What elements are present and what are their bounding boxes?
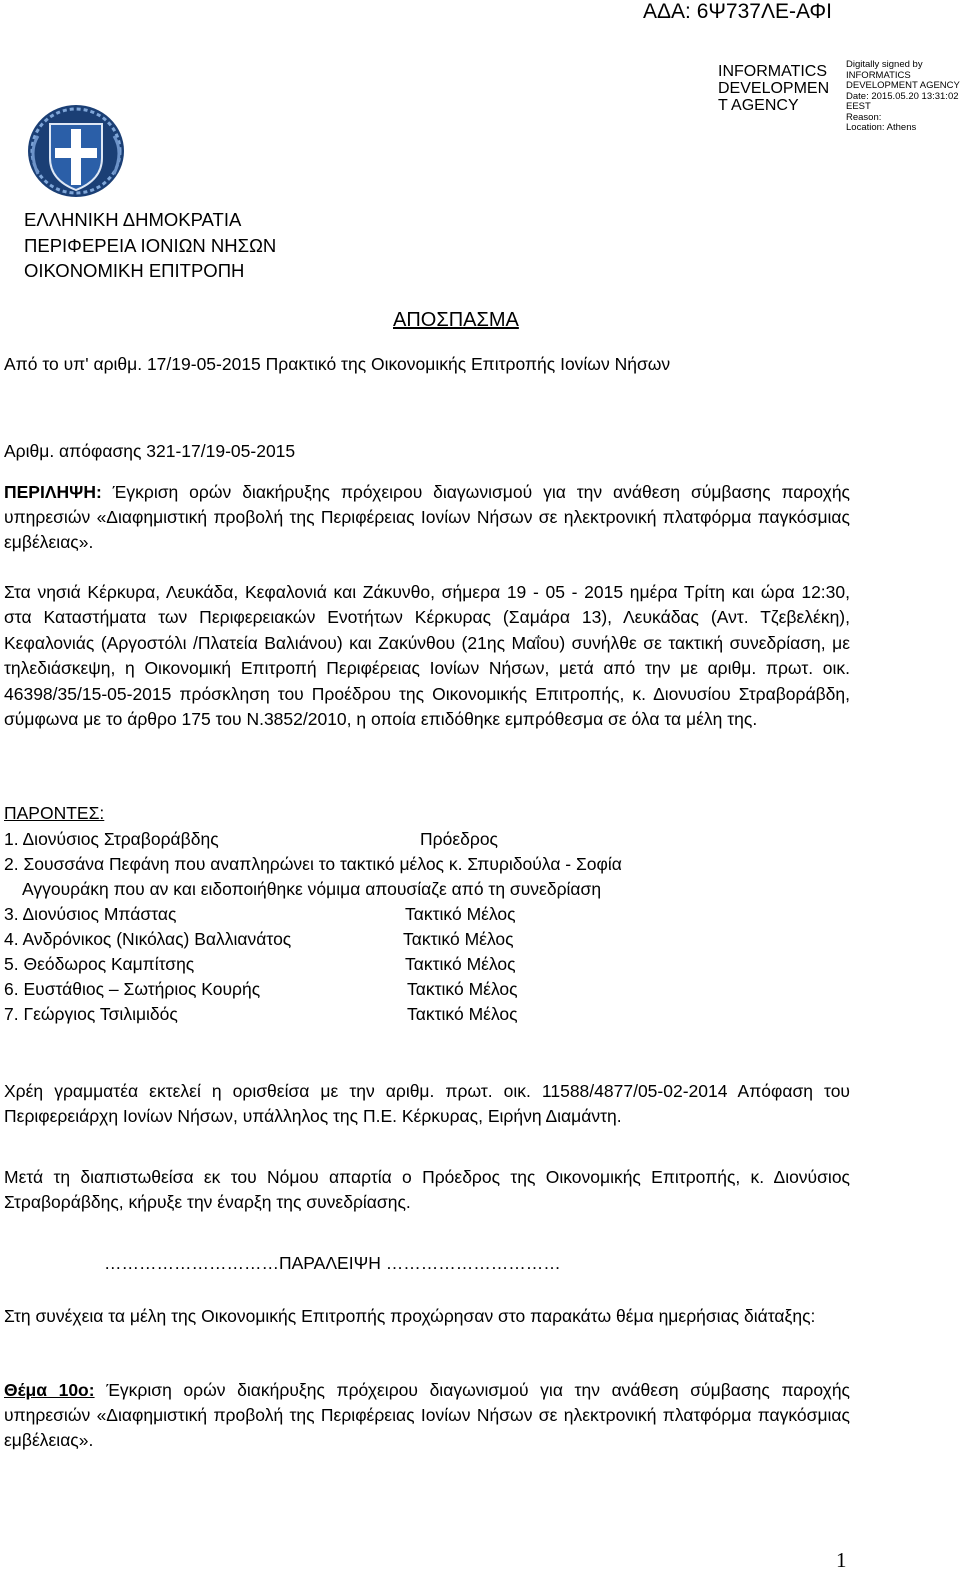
topic-paragraph xyxy=(4,1378,850,1453)
minutes-reference: Από το υπ' αριθμ. 17/19-05-2015 Πρακτικό της Οικονομικής Επιτροπής Ιονίων Νήσων xyxy=(4,354,671,374)
member-name: 2. Σουσσάνα Πεφάνη που αναπληρώνει το τακτικό μέλος κ. Σπυριδούλα - Σοφία xyxy=(4,854,622,874)
signature-meta-line: Date: 2015.05.20 13:31:02 xyxy=(846,90,959,102)
signature-org-line: T AGENCY xyxy=(718,97,799,114)
header-line: ΠΕΡΙΦΕΡΕΙΑ ΙΟΝΙΩΝ ΝΗΣΩΝ xyxy=(24,234,277,256)
member-name: 4. Ανδρόνικος (Νικόλας) Βαλλιανάτος xyxy=(4,929,292,949)
member-role: Τακτικό Μέλος xyxy=(403,929,514,949)
member-name: Αγγουράκη που αν και ειδοποιήθηκε νόμιμα απουσίαζε από τη συνεδρίαση xyxy=(22,879,602,899)
issuer-header xyxy=(24,207,276,284)
ada-code: ΑΔΑ: 6Ψ737ΛΕ-ΑΦΙ xyxy=(643,0,832,23)
document-title: ΑΠΟΣΠΑΣΜΑ xyxy=(393,309,519,331)
member-role: Τακτικό Μέλος xyxy=(405,904,516,924)
intro-paragraph: Στα νησιά Κέρκυρα, Λευκάδα, Κεφαλονιά και Ζάκυνθο, σήμερα 19 - 05 - 2015 ημέρα Τρίτη και ώρα 12:30, στα Καταστήματα των Περιφερειακών Ενοτήτων Κέρκυρας (Σαμάρα 13), Λευκάδας (Αντ. Τζεβελέκη), Κεφαλονιάς (Αργοστόλι /Πλατεία Βαλιάνου) και Ζακύνθου (21ης Μαΐου) συνήλθε σε τακτική συνεδρίαση, με τηλεδιάσκεψη, η Οικονομική Επιτροπή Περιφέρειας Ιονίων Νήσων, μετά από την με αριθμ. πρωτ. οικ. 46398/35/15-05-2015 πρόσκληση του Προέδρου της Οικονομικής Επιτροπής, κ. Διονυσίου Στραβοράβδη, σύμφωνα με το άρθρο 175 του Ν.3852/2010, η οποία επιδόθηκε εμπρόθεσμα σε όλα τα μέλη της. xyxy=(4,582,850,730)
signature-meta-line: Location: Athens xyxy=(846,122,917,133)
summary-label: ΠΕΡΙΛΗΨΗ: xyxy=(4,482,102,502)
member-role: Πρόεδρος xyxy=(420,829,498,849)
member-name: 3. Διονύσιος Μπάστας xyxy=(4,904,177,924)
signature-organization xyxy=(718,63,829,114)
present-heading: ΠΑΡΟΝΤΕΣ: xyxy=(4,803,105,823)
signature-meta-line: INFORMATICS xyxy=(846,69,911,81)
omission-marker: …………………………ΠΑΡΑΛΕΙΨΗ ………………………… xyxy=(104,1253,561,1273)
signature-meta-line: DEVELOPMENT AGENCY xyxy=(846,80,960,91)
greek-emblem-icon xyxy=(20,96,132,202)
topic-text: Έγκριση ορών διακήρυξης πρόχειρου διαγωνισμού για την ανάθεση σύμβασης παροχής υπηρεσιών «Διαφημιστική προβολή της Περιφέρειας Ιονίων Νήσων σε ηλεκτρονική πλατφόρμα παγκόσμιας εμβέλειας». xyxy=(4,1380,850,1450)
summary-paragraph xyxy=(4,480,850,555)
page-number: 1 xyxy=(836,1548,847,1572)
member-name: 7. Γεώργιος Τσιλιμιδός xyxy=(4,1004,178,1024)
member-role: Τακτικό Μέλος xyxy=(407,1004,518,1024)
decision-number: Αριθμ. απόφασης 321-17/19-05-2015 xyxy=(4,441,296,461)
member-role: Τακτικό Μέλος xyxy=(405,954,516,974)
header-line: ΟΙΚΟΝΟΜΙΚΗ ΕΠΙΤΡΟΠΗ xyxy=(24,260,245,281)
member-name: 5. Θεόδωρος Καμπίτσης xyxy=(4,954,195,974)
summary-text: Έγκριση ορών διακήρυξης πρόχειρου διαγωνισμού για την ανάθεση σύμβασης παροχής υπηρεσιών «Διαφημιστική προβολή της Περιφέρειας Ιονίων Νήσων σε ηλεκτρονική πλατφόρμα παγκόσμιας εμβέλειας». xyxy=(4,482,850,552)
member-name: 1. Διονύσιος Στραβοράβδης xyxy=(4,829,219,849)
agenda-paragraph: Στη συνέχεια τα μέλη της Οικονομικής Επιτροπής προχώρησαν στο παρακάτω θέμα ημερήσιας διάταξης: xyxy=(4,1306,816,1326)
member-name: 6. Ευστάθιος – Σωτήριος Κουρής xyxy=(4,979,261,999)
signature-meta-line: Reason: xyxy=(846,111,882,123)
signature-org-line: INFORMATICS xyxy=(718,63,828,80)
topic-label: Θέμα 10ο: xyxy=(4,1380,95,1400)
signature-metadata xyxy=(846,60,960,134)
quorum-paragraph: Μετά τη διαπιστωθείσα εκ του Νόμου απαρτία ο Πρόεδρος της Οικονομικής Επιτροπής, κ. Διονύσιος Στραβοράβδης, κήρυξε την έναρξη της συνεδρίασης. xyxy=(4,1167,850,1212)
signature-meta-line: EEST xyxy=(846,101,871,112)
signature-meta-line: Digitally signed by xyxy=(846,59,923,70)
header-line: ΕΛΛΗΝΙΚΗ ΔΗΜΟΚΡΑΤΙΑ xyxy=(24,209,242,230)
secretary-paragraph: Χρέη γραμματέα εκτελεί η ορισθείσα με την αριθμ. πρωτ. οικ. 11588/4877/05-02-2014 Απόφαση του Περιφερειάρχη Ιονίων Νήσων, υπάλληλος της Π.Ε. Κέρκυρας, Ειρήνη Διαμάντη. xyxy=(4,1081,850,1126)
member-role: Τακτικό Μέλος xyxy=(407,979,518,999)
signature-org-line: DEVELOPMEN xyxy=(718,80,830,97)
